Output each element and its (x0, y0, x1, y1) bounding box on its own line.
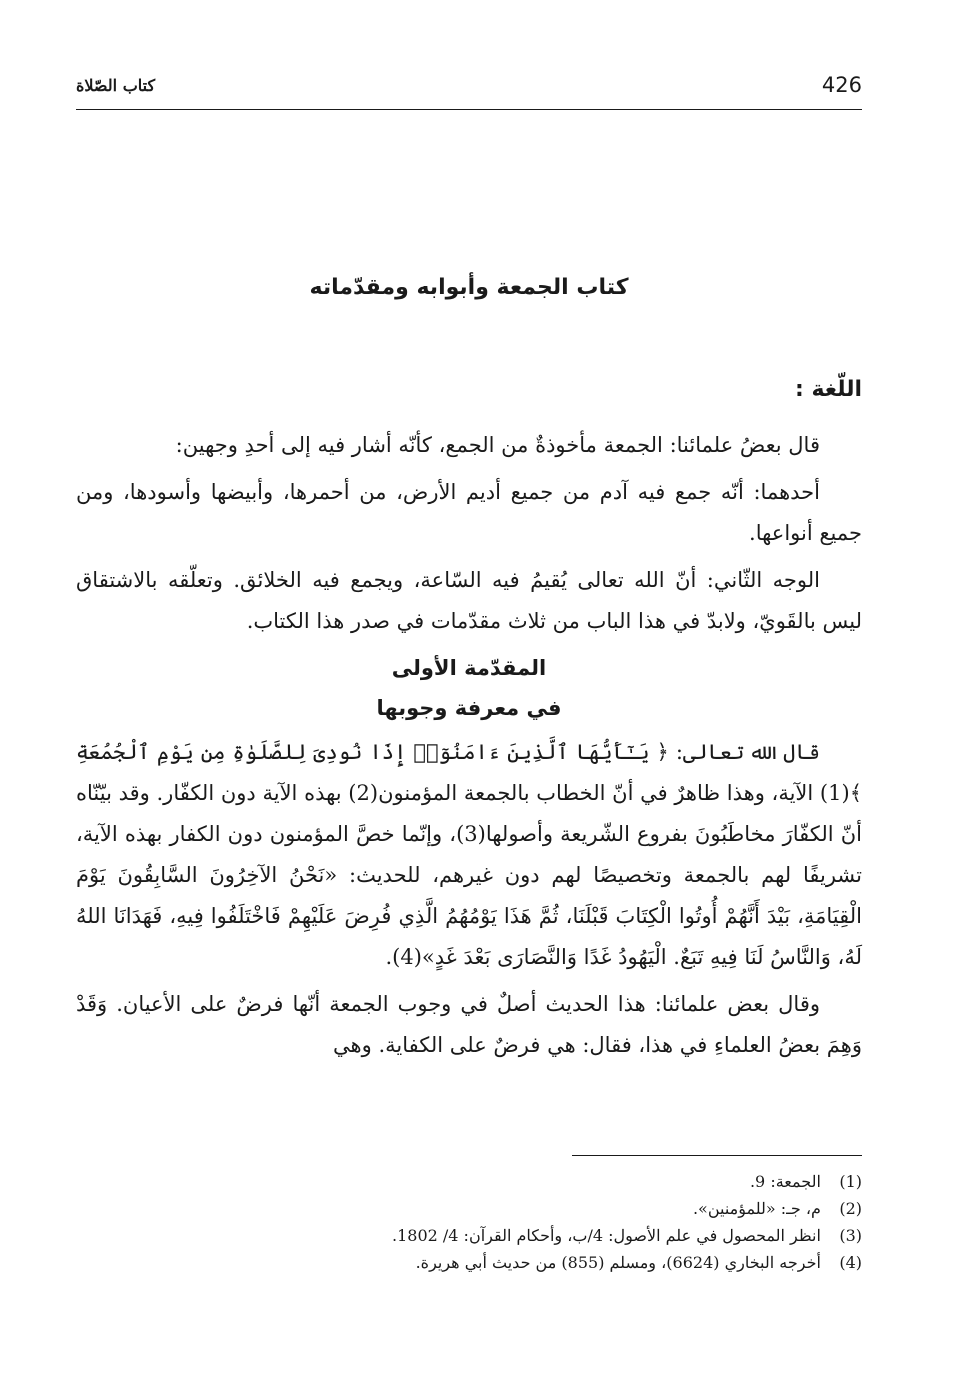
footnote-1 (162, 1168, 862, 1195)
footnote-2 (162, 1195, 862, 1222)
footnote-number: (1) (839, 1172, 862, 1191)
subheading-first-introduction: المقدّمة الأولى (391, 656, 547, 680)
footnote-4 (162, 1249, 862, 1276)
main-text (76, 425, 862, 1072)
paragraph-first-aspect: أحدهما: أنّه جمع فيه آدم من جميع أديم الأرض، من أحمرها، وأبيضها وأسودها، ومن جميع أنواعها. (76, 480, 862, 545)
section-label-lugha: اللّغة : (795, 377, 862, 402)
running-title: كتاب الصّلاة (76, 76, 156, 95)
footnote-number: (3) (839, 1226, 862, 1245)
subheading-obligation: في معرفة وجوبها (376, 696, 562, 720)
paragraph-scholars: وقال بعض علمائنا: هذا الحديث أصلٌ في وجوب الجمعة أنّها فرضٌ على الأعيان. وَقَدْ وَهِمَ بعضُ العلماءِ في هذا، فقال: هي فرضٌ على الكفاية. وهي (76, 992, 862, 1057)
paragraph-second-aspect: الوجه الثّاني: أنّ الله تعالى يُقيمُ فيه السّاعة، ويجمع فيه الخلائق. وتعلّقه بالاشتقاق ليس بالقَويّ، ولابدّ في هذا الباب من ثلاث مقدّمات في صدر هذا الكتاب. (76, 568, 862, 633)
footnotes-list (162, 1168, 862, 1276)
footnote-rule (572, 1155, 862, 1156)
footnote-3 (162, 1222, 862, 1249)
footnote-text: انظر المحصول في علم الأصول: 4/ب، وأحكام القرآن: 4/ 1802. (391, 1226, 821, 1245)
footnote-number: (4) (839, 1253, 862, 1272)
footnote-text: الجمعة: 9. (749, 1172, 821, 1191)
paragraph-intro: قال بعضُ علمائنا: الجمعة مأخوذةٌ من الجمع، كأنّه أشار فيه إلى أحدِ وجهين: (175, 433, 820, 457)
footnote-text: م، جـ: «للمؤمنين». (692, 1199, 821, 1218)
chapter-title: كتاب الجمعة وأبوابه ومقدّماته (309, 275, 629, 300)
footnote-text: أخرجه البخاري (6624)، ومسلم (855) من حديث أبي هريرة. (415, 1253, 821, 1272)
paragraph-quran-hadith: قال الله تعالى: ﴿ يَـٰٓأَيُّهَا ٱلَّذِينَ ءَامَنُوٓا۟ إِذَا نُودِىَ لِلصَّلَوٰةِ مِن يَوْمِ ٱلْجُمُعَةِ ﴾(1) الآية، وهذا ظاهرٌ في أنّ الخطاب بالجمعة المؤمنون(2) بهذه الآية دون الكفّار. وقد بيّنّاه أنّ الكفّارَ مخاطَبُونَ بفروع الشّريعة وأصولها(3)، وإنّما خصَّ المؤمنون دون الكفار بهذه الآية، تشريفًا لهم بالجمعة وتخصيصًا لهم دون غيرهم، للحديث: «نَحْنُ الآخِرُونَ السَّابِقُونَ يَوْمَ الْقِيَامَةِ، بَيْدَ أَنَّهُمْ أُوتُوا الْكِتَابَ قَبْلَنَا، ثُمَّ هَذَا يَوْمُهُمُ الَّذِي فُرِضَ عَلَيْهِمْ فَاخْتَلَفُوا فِيهِ، فَهَدَانَا اللهُ لَهُ، وَالنَّاسُ لَنَا فِيهِ تَبَعٌ. الْيَهُودُ غَدًا وَالنَّصَارَى بَعْدَ غَدٍ»(4). (76, 740, 862, 969)
page-number: 426 (821, 73, 862, 97)
running-header (76, 70, 862, 104)
header-rule (76, 109, 862, 110)
footnote-number: (2) (839, 1199, 862, 1218)
